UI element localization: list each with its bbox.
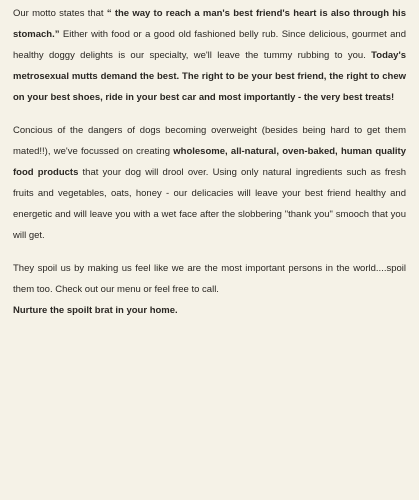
belly-rub-text: Either with food or a good old fashioned belly rub. Since delicious, gourmet and healthy doggy delights is our specialty, we'll leave the tummy rubbing to you.: [13, 29, 406, 61]
metrosexual-mutts-text: Today's metrosexual mutts demand the best. The right to be your best friend, the right to chew on your best shoes, ride in your best car and most importantly - the very best treats!: [13, 50, 406, 103]
wholesome-products-text: wholesome, all-natural, oven-baked, human quality food products: [13, 146, 406, 178]
nurture-text: Nurture the spoilt brat in your home.: [13, 305, 178, 316]
spoil-text: They spoil us by making us feel like we are the most important persons in the world....spoil them too. Check out our menu or feel free to call.: [13, 263, 406, 295]
overweight-paragraph: [13, 120, 406, 246]
motto-quote-text: “ the way to reach a man's best friend's heart is also through his stomach.”: [13, 8, 406, 40]
motto-paragraph: [13, 3, 406, 108]
motto-intro-text: Our motto states that: [13, 8, 107, 19]
natural-ingredients-text: that your dog will drool over. Using only natural ingredients such as fresh fruits and vegetables, oats, honey - our delicacies will leave your best friend healthy and energetic and will leave you with a wet face after the slobbering "thank you" smooch that you will get.: [13, 167, 406, 241]
spoil-paragraph: [13, 258, 406, 300]
nurture-paragraph: [13, 300, 406, 321]
overweight-intro-text: Concious of the dangers of dogs becoming overweight (besides being hard to get them mated!!), we've focussed on creating: [13, 125, 406, 157]
